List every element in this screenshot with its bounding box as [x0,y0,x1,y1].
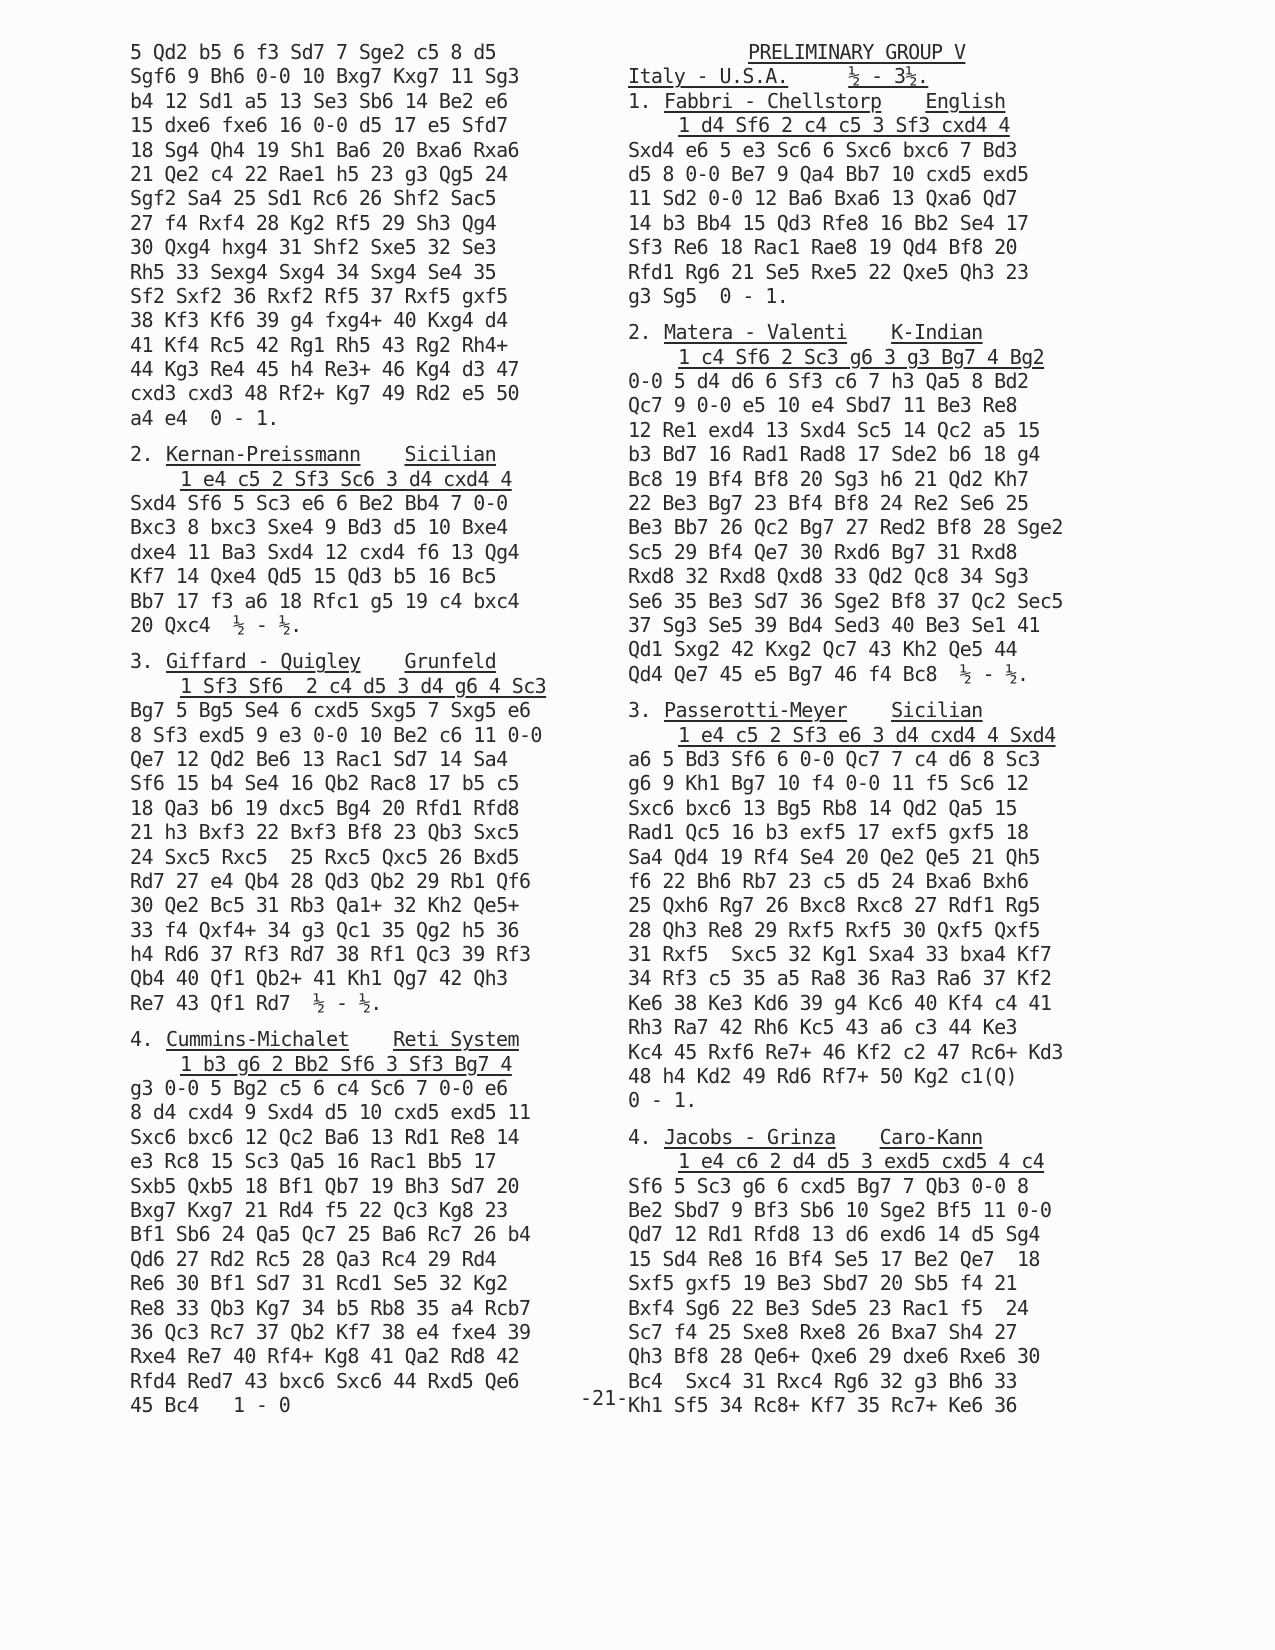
move-line: 25 Qxh6 Rg7 26 Bxc8 Rxc8 27 Rdf1 Rg5 [628,893,1040,918]
move-line: Ke6 38 Ke3 Kd6 39 g4 Kc6 40 Kf4 c4 41 [628,990,1052,1015]
move-line: Sf6 15 b4 Se4 16 Qb2 Rac8 17 b5 c5 [130,771,519,796]
move-line: Sf6 5 Sc3 g6 6 cxd5 Bg7 7 Qb3 0-0 8 [628,1173,1029,1198]
first-move-line: 1 e4 c5 2 Sf3 e6 3 d4 cxd4 4 Sxd4 [678,722,1056,747]
move-line: Sf2 Sxf2 36 Rxf2 Rf5 37 Rxf5 gxf5 [130,283,508,308]
move-line: 33 f4 Qxf4+ 34 g3 Qc1 35 Qg2 h5 36 [130,917,519,942]
move-line: 8 Sf3 exd5 9 e3 0-0 10 Be2 c6 11 0-0 [130,722,542,747]
move-line: 21 Qe2 c4 22 Rae1 h5 23 g3 Qg5 24 [130,161,508,186]
move-line: Rxd8 32 Rxd8 Qxd8 33 Qd2 Qc8 34 Sg3 [628,564,1029,589]
move-line: Bxc3 8 bxc3 Sxe4 9 Bd3 d5 10 Bxe4 [130,515,508,540]
move-line: 21 h3 Bxf3 22 Bxf3 Bf8 23 Qb3 Sxc5 [130,820,519,845]
move-line: Qd4 Qe7 45 e5 Bg7 46 f4 Bc8 ½ - ½. [628,661,1029,686]
move-line: Bb7 17 f3 a6 18 Rfc1 g5 19 c4 bxc4 [130,588,519,613]
game-opening: Sicilian [404,442,497,467]
move-line: 14 b3 Bb4 15 Qd3 Rfe8 16 Bb2 Se4 17 [628,210,1029,235]
move-line: Bf1 Sb6 24 Qa5 Qc7 25 Ba6 Rc7 26 b4 [130,1222,531,1247]
move-line: Bxf4 Sg6 22 Be3 Sde5 23 Rac1 f5 24 [628,1295,1029,1320]
move-line: 27 f4 Rxf4 28 Kg2 Rf5 29 Sh3 Qg4 [130,210,497,235]
game-players: Matera - Valenti [664,320,848,345]
first-move-line: 1 d4 Sf6 2 c4 c5 3 Sf3 cxd4 4 [678,113,1010,138]
game-block [628,1125,1128,1418]
move-line: 20 Qxc4 ½ - ½. [130,612,302,637]
game-block [628,698,1128,1113]
first-move-line: 1 b3 g6 2 Bb2 Sf6 3 Sf3 Bg7 4 [180,1051,512,1076]
move-line: Kf7 14 Qxe4 Qd5 15 Qd3 b5 16 Bc5 [130,564,497,589]
continued-game [130,40,600,430]
game-title [628,320,1128,344]
game-number: 1. [628,88,651,113]
move-line: 30 Qxg4 hxg4 31 Shf2 Sxe5 32 Se3 [130,235,497,260]
game-opening: Reti System [393,1027,519,1052]
left-column [130,40,600,1417]
move-line: Sc5 29 Bf4 Qe7 30 Rxd6 Bg7 31 Rxd8 [628,539,1017,564]
group-title: PRELIMINARY GROUP V [748,40,966,64]
move-line: h4 Rd6 37 Rf3 Rd7 38 Rf1 Qc3 39 Rf3 [130,942,531,967]
move-line: Be3 Bb7 26 Qc2 Bg7 27 Red2 Bf8 28 Sge2 [628,515,1063,540]
move-line: a6 5 Bd3 Sf6 6 0-0 Qc7 7 c4 d6 8 Sc3 [628,746,1040,771]
move-line: 12 Re1 exd4 13 Sxd4 Sc5 14 Qc2 a5 15 [628,417,1040,442]
game-block [130,442,600,637]
match-teams: Italy - U.S.A. [628,64,789,89]
match-header [628,64,1128,88]
move-line: Qc7 9 0-0 e5 10 e4 Sbd7 11 Be3 Re8 [628,393,1017,418]
move-line: Qd7 12 Rd1 Rfd8 13 d6 exd6 14 d5 Sg4 [628,1222,1040,1247]
move-line: Qe7 12 Qd2 Be6 13 Rac1 Sd7 14 Sa4 [130,746,508,771]
game-number: 4. [130,1027,153,1052]
move-line: g3 0-0 5 Bg2 c5 6 c4 Sc6 7 0-0 e6 [130,1076,508,1101]
move-line: 37 Sg3 Se5 39 Bd4 Sed3 40 Be3 Se1 41 [628,612,1040,637]
move-line: g6 9 Kh1 Bg7 10 f4 0-0 11 f5 Sc6 12 [628,771,1029,796]
move-line: 18 Qa3 b6 19 dxc5 Bg4 20 Rfd1 Rfd8 [130,795,519,820]
game-title [628,1125,1128,1149]
move-line: Sa4 Qd4 19 Rf4 Se4 20 Qe2 Qe5 21 Qh5 [628,844,1040,869]
game-opening: Grunfeld [404,649,497,674]
game-title [628,89,1128,113]
game-block [628,89,1128,309]
game-title [130,442,600,466]
move-line: Re7 43 Qf1 Rd7 ½ - ½. [130,990,382,1015]
move-line: a4 e4 0 - 1. [130,405,279,430]
move-line: Rh3 Ra7 42 Rh6 Kc5 43 a6 c3 44 Ke3 [628,1015,1017,1040]
move-line: b4 12 Sd1 a5 13 Se3 Sb6 14 Be2 e6 [130,88,508,113]
game-title [130,1027,600,1051]
move-line: 15 Sd4 Re8 16 Bf4 Se5 17 Be2 Qe7 18 [628,1246,1040,1271]
move-line: Sxd4 Sf6 5 Sc3 e6 6 Be2 Bb4 7 0-0 [130,491,508,516]
move-line: 22 Be3 Bg7 23 Bf4 Bf8 24 Re2 Se6 25 [628,491,1029,516]
move-line: Rfd1 Rg6 21 Se5 Rxe5 22 Qxe5 Qh3 23 [628,259,1029,284]
game-opening: K-Indian [891,320,983,345]
match-score: ½ - 3½. [848,64,929,89]
first-move-line: 1 e4 c5 2 Sf3 Sc6 3 d4 cxd4 4 [180,466,512,491]
move-line: Rfd4 Red7 43 bxc6 Sxc6 44 Rxd5 Qe6 [130,1368,519,1393]
move-line: Rh5 33 Sexg4 Sxg4 34 Sxg4 Se4 35 [130,259,497,284]
move-line: Sxd4 e6 5 e3 Sc6 6 Sxc6 bxc6 7 Bd3 [628,137,1017,162]
game-title [628,698,1128,722]
move-line: Qb4 40 Qf1 Qb2+ 41 Kh1 Qg7 42 Qh3 [130,966,508,991]
move-line: 18 Sg4 Qh4 19 Sh1 Ba6 20 Bxa6 Rxa6 [130,137,519,162]
game-number: 3. [130,649,153,674]
game-number: 4. [628,1124,651,1149]
move-line: Bxg7 Kxg7 21 Rd4 f5 22 Qc3 Kg8 23 [130,1197,508,1222]
move-line: b3 Bd7 16 Rad1 Rad8 17 Sde2 b6 18 g4 [628,442,1040,467]
move-line: 34 Rf3 c5 35 a5 Ra8 36 Ra3 Ra6 37 Kf2 [628,966,1052,991]
first-move-line: 1 c4 Sf6 2 Sc3 g6 3 g3 Bg7 4 Bg2 [678,344,1045,369]
move-line: Bg7 5 Bg5 Se4 6 cxd5 Sxg5 7 Sxg5 e6 [130,698,531,723]
game-number: 3. [628,698,651,723]
move-line: Qd6 27 Rd2 Rc5 28 Qa3 Rc4 29 Rd4 [130,1246,497,1271]
move-line: Bc4 Sxc4 31 Rxc4 Rg6 32 g3 Bh6 33 [628,1368,1017,1393]
game-players: Kernan-Preissmann [166,442,361,467]
game-opening: Sicilian [891,698,983,723]
game-players: Giffard - Quigley [166,649,361,674]
move-line: dxe4 11 Ba3 Sxd4 12 cxd4 f6 13 Qg4 [130,539,519,564]
move-line: 31 Rxf5 Sxc5 32 Kg1 Sxa4 33 bxa4 Kf7 [628,942,1052,967]
move-line: 24 Sxc5 Rxc5 25 Rxc5 Qxc5 26 Bxd5 [130,844,519,869]
page-number: -21- [580,1386,629,1410]
game-block [130,649,600,1015]
game-opening: English [925,88,1006,113]
move-line: 36 Qc3 Rc7 37 Qb2 Kf7 38 e4 fxe4 39 [130,1319,531,1344]
game-title [130,649,600,673]
move-line: Qh3 Bf8 28 Qe6+ Qxe6 29 dxe6 Rxe6 30 [628,1344,1040,1369]
move-line: 15 dxe6 fxe6 16 0-0 d5 17 e5 Sfd7 [130,113,508,138]
move-line: 28 Qh3 Re8 29 Rxf5 Rxf5 30 Qxf5 Qxf5 [628,917,1040,942]
move-line: 5 Qd2 b5 6 f3 Sd7 7 Sge2 c5 8 d5 [130,40,497,64]
game-number: 2. [628,320,651,345]
game-players: Fabbri - Chellstorp [664,88,882,113]
move-line: 0-0 5 d4 d6 6 Sf3 c6 7 h3 Qa5 8 Bd2 [628,369,1029,394]
move-line: Be2 Sbd7 9 Bf3 Sb6 10 Sge2 Bf5 11 0-0 [628,1197,1052,1222]
move-line: Qd1 Sxg2 42 Kxg2 Qc7 43 Kh2 Qe5 44 [628,637,1017,662]
move-line: e3 Rc8 15 Sc3 Qa5 16 Rac1 Bb5 17 [130,1149,497,1174]
first-move-line: 1 e4 c6 2 d4 d5 3 exd5 cxd5 4 c4 [678,1149,1045,1174]
move-line: Kc4 45 Rxf6 Re7+ 46 Kf2 c2 47 Rc6+ Kd3 [628,1039,1063,1064]
move-line: 38 Kf3 Kf6 39 g4 fxg4+ 40 Kxg4 d4 [130,308,508,333]
game-opening: Caro-Kann [879,1124,983,1149]
game-players: Cummins-Michalet [166,1027,350,1052]
game-number: 2. [130,442,153,467]
move-line: Kh1 Sf5 34 Rc8+ Kf7 35 Rc7+ Ke6 36 [628,1393,1017,1418]
game-players: Jacobs - Grinza [664,1124,836,1149]
move-line: Rd7 27 e4 Qb4 28 Qd3 Qb2 29 Rb1 Qf6 [130,868,531,893]
move-line: Se6 35 Be3 Sd7 36 Sge2 Bf8 37 Qc2 Sec5 [628,588,1063,613]
move-line: Sxc6 bxc6 12 Qc2 Ba6 13 Rd1 Re8 14 [130,1124,519,1149]
move-line: g3 Sg5 0 - 1. [628,283,789,308]
game-block [628,320,1128,686]
move-line: 45 Bc4 1 - 0 [130,1393,291,1418]
move-line: Sgf2 Sa4 25 Sd1 Rc6 26 Shf2 Sac5 [130,186,497,211]
game-players: Passerotti-Meyer [664,698,848,723]
move-line: 44 Kg3 Re4 45 h4 Re3+ 46 Kg4 d3 47 [130,357,519,382]
move-line: 8 d4 cxd4 9 Sxd4 d5 10 cxd5 exd5 11 [130,1100,531,1125]
move-line: Sxc6 bxc6 13 Bg5 Rb8 14 Qd2 Qa5 15 [628,795,1017,820]
move-line: Sxf5 gxf5 19 Be3 Sbd7 20 Sb5 f4 21 [628,1271,1017,1296]
right-column [628,40,1128,1417]
move-line: f6 22 Bh6 Rb7 23 c5 d5 24 Bxa6 Bxh6 [628,868,1029,893]
move-line: 48 h4 Kd2 49 Rd6 Rf7+ 50 Kg2 c1(Q) [628,1064,1017,1089]
move-line: Sf3 Re6 18 Rac1 Rae8 19 Qd4 Bf8 20 [628,235,1017,260]
move-line: Sc7 f4 25 Sxe8 Rxe8 26 Bxa7 Sh4 27 [628,1319,1017,1344]
move-line: Sxb5 Qxb5 18 Bf1 Qb7 19 Bh3 Sd7 20 [130,1173,519,1198]
move-line: cxd3 cxd3 48 Rf2+ Kg7 49 Rd2 e5 50 [130,381,519,406]
move-line: 11 Sd2 0-0 12 Ba6 Bxa6 13 Qxa6 Qd7 [628,186,1017,211]
move-line: Re6 30 Bf1 Sd7 31 Rcd1 Se5 32 Kg2 [130,1271,508,1296]
move-line: Sgf6 9 Bh6 0-0 10 Bxg7 Kxg7 11 Sg3 [130,64,519,89]
move-line: 41 Kf4 Rc5 42 Rg1 Rh5 43 Rg2 Rh4+ [130,332,508,357]
first-move-line: 1 Sf3 Sf6 2 c4 d5 3 d4 g6 4 Sc3 [180,673,547,698]
move-line: Rxe4 Re7 40 Rf4+ Kg8 41 Qa2 Rd8 42 [130,1344,519,1369]
move-line: 30 Qe2 Bc5 31 Rb3 Qa1+ 32 Kh2 Qe5+ [130,893,519,918]
game-block [130,1027,600,1417]
move-line: 0 - 1. [628,1088,697,1113]
move-line: Bc8 19 Bf4 Bf8 20 Sg3 h6 21 Qd2 Kh7 [628,466,1029,491]
move-line: d5 8 0-0 Be7 9 Qa4 Bb7 10 cxd5 exd5 [628,161,1029,186]
move-line: Re8 33 Qb3 Kg7 34 b5 Rb8 35 a4 Rcb7 [130,1295,531,1320]
move-line: Rad1 Qc5 16 b3 exf5 17 exf5 gxf5 18 [628,820,1029,845]
